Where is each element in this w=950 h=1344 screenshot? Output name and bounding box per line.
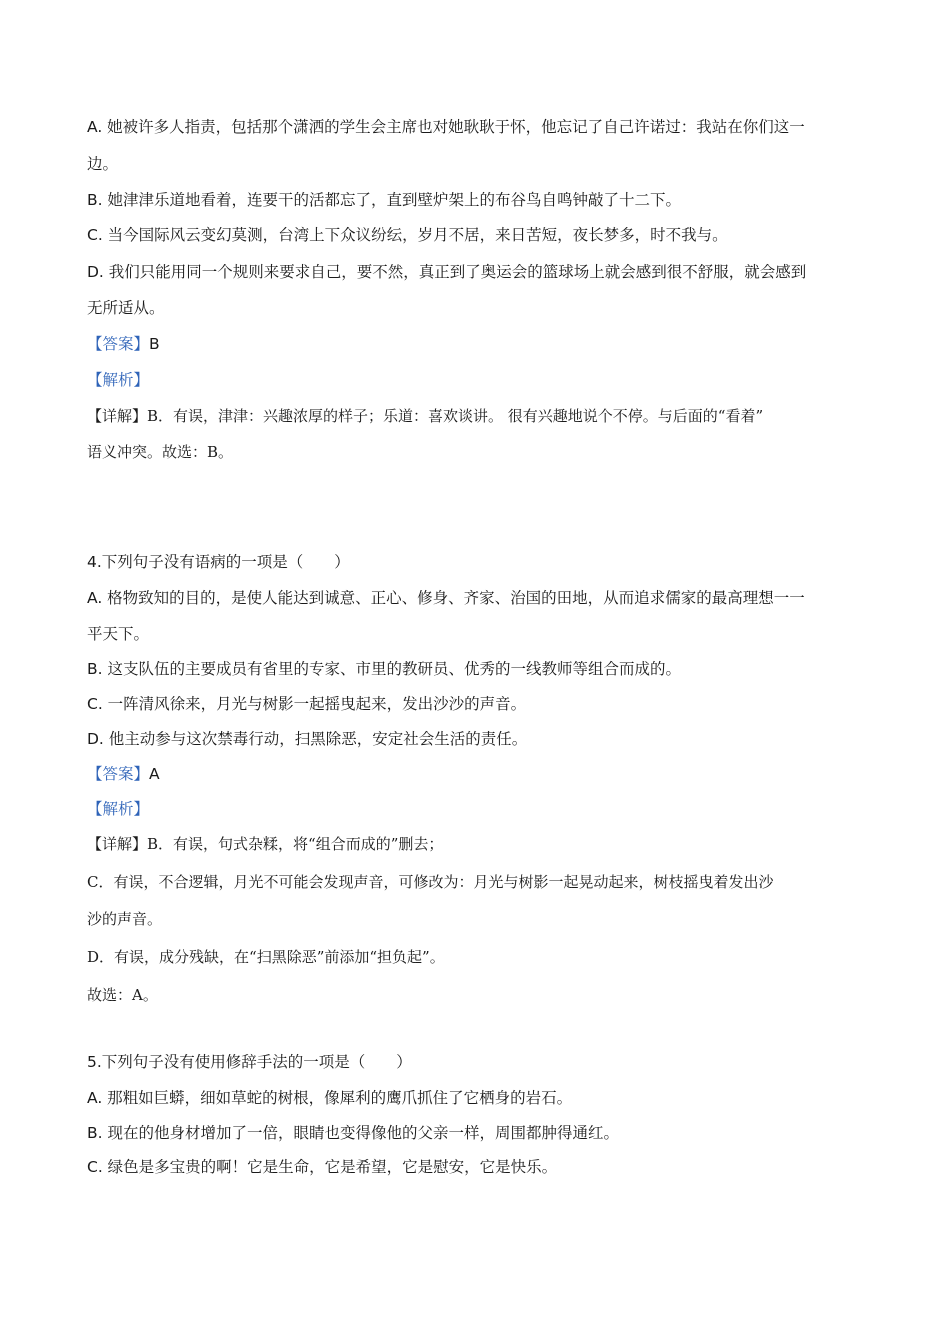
q4-detail-line4: D．有误，成分残缺，在“扫黑除恶”前添加“担负起”。 <box>87 948 445 966</box>
q4-option-d: D. 他主动参与这次禁毒行动，扫黑除恶，安定社会生活的责任。 <box>87 730 528 748</box>
detail-tag: 【详解】 <box>87 835 148 853</box>
detail-text: B．有误，句式杂糅，将“组合而成的”删去； <box>147 835 444 853</box>
q3-analysis-tag: 【解析】 <box>87 371 150 389</box>
q4-detail-line1 <box>87 834 877 854</box>
answer-tag: 【答案】 <box>87 765 150 783</box>
answer-value: B <box>149 335 160 353</box>
q3-option-b: B. 她津津乐道地看着，连要干的活都忘了，直到壁炉架上的布谷鸟自鸣钟敲了十二下。 <box>87 191 681 209</box>
q4-detail-line3: 沙的声音。 <box>87 910 163 928</box>
q4-option-c: C. 一阵清风徐来，月光与树影一起摇曳起来，发出沙沙的声音。 <box>87 695 527 713</box>
q5-option-c: C. 绿色是多宝贵的啊！它是生命，它是希望，它是慰安，它是快乐。 <box>87 1158 558 1176</box>
q3-option-a-line1: A. 她被许多人指责，包括那个潇洒的学生会主席也对她耿耿于怀，他忘记了自己许诺过：我站在你们这一 <box>87 118 805 136</box>
q3-option-d-line2: 无所适从。 <box>87 299 165 317</box>
q4-stem: 4.下列句子没有语病的一项是（ ） <box>87 553 350 571</box>
q4-option-a-line1: A. 格物致知的目的，是使人能达到诚意、正心、修身、齐家、治国的田地，从而追求儒家的最高理想一一 <box>87 589 805 607</box>
q5-option-a: A. 那粗如巨蟒，细如草蛇的树根，像犀利的鹰爪抓住了它栖身的岩石。 <box>87 1089 573 1107</box>
q3-detail-line1 <box>87 406 877 426</box>
detail-text: B．有误，津津：兴趣浓厚的样子；乐道：喜欢谈讲。 很有兴趣地说个不停。与后面的“看着” <box>147 407 764 425</box>
q4-analysis-tag: 【解析】 <box>87 800 150 818</box>
q4-option-b: B. 这支队伍的主要成员有省里的专家、市里的教研员、优秀的一线教师等组合而成的。 <box>87 660 681 678</box>
q4-option-a-line2: 平天下。 <box>87 625 150 643</box>
q5-option-b: B. 现在的他身材增加了一倍，眼睛也变得像他的父亲一样，周围都肿得通红。 <box>87 1124 619 1142</box>
q4-detail-line2: C．有误，不合逻辑，月光不可能会发现声音，可修改为：月光与树影一起晃动起来，树枝摇曳着发出沙 <box>87 873 774 891</box>
q3-option-d-line1: D. 我们只能用同一个规则来要求自己，要不然，真正到了奥运会的篮球场上就会感到很不舒服，就会感到 <box>87 263 807 281</box>
q3-detail-line2: 语义冲突。故选：B。 <box>87 443 234 461</box>
q3-option-c: C. 当今国际风云变幻莫测，台湾上下众议纷纭，岁月不居，来日苦短，夜长梦多，时不我与。 <box>87 226 728 244</box>
q3-answer <box>87 334 877 354</box>
detail-tag: 【详解】 <box>87 407 148 425</box>
q4-answer <box>87 764 877 784</box>
q4-detail-line5: 故选：A。 <box>87 986 158 1004</box>
answer-tag: 【答案】 <box>87 335 150 353</box>
q3-option-a-line2: 边。 <box>87 155 119 173</box>
answer-value: A <box>149 765 160 783</box>
q5-stem: 5.下列句子没有使用修辞手法的一项是（ ） <box>87 1053 412 1071</box>
